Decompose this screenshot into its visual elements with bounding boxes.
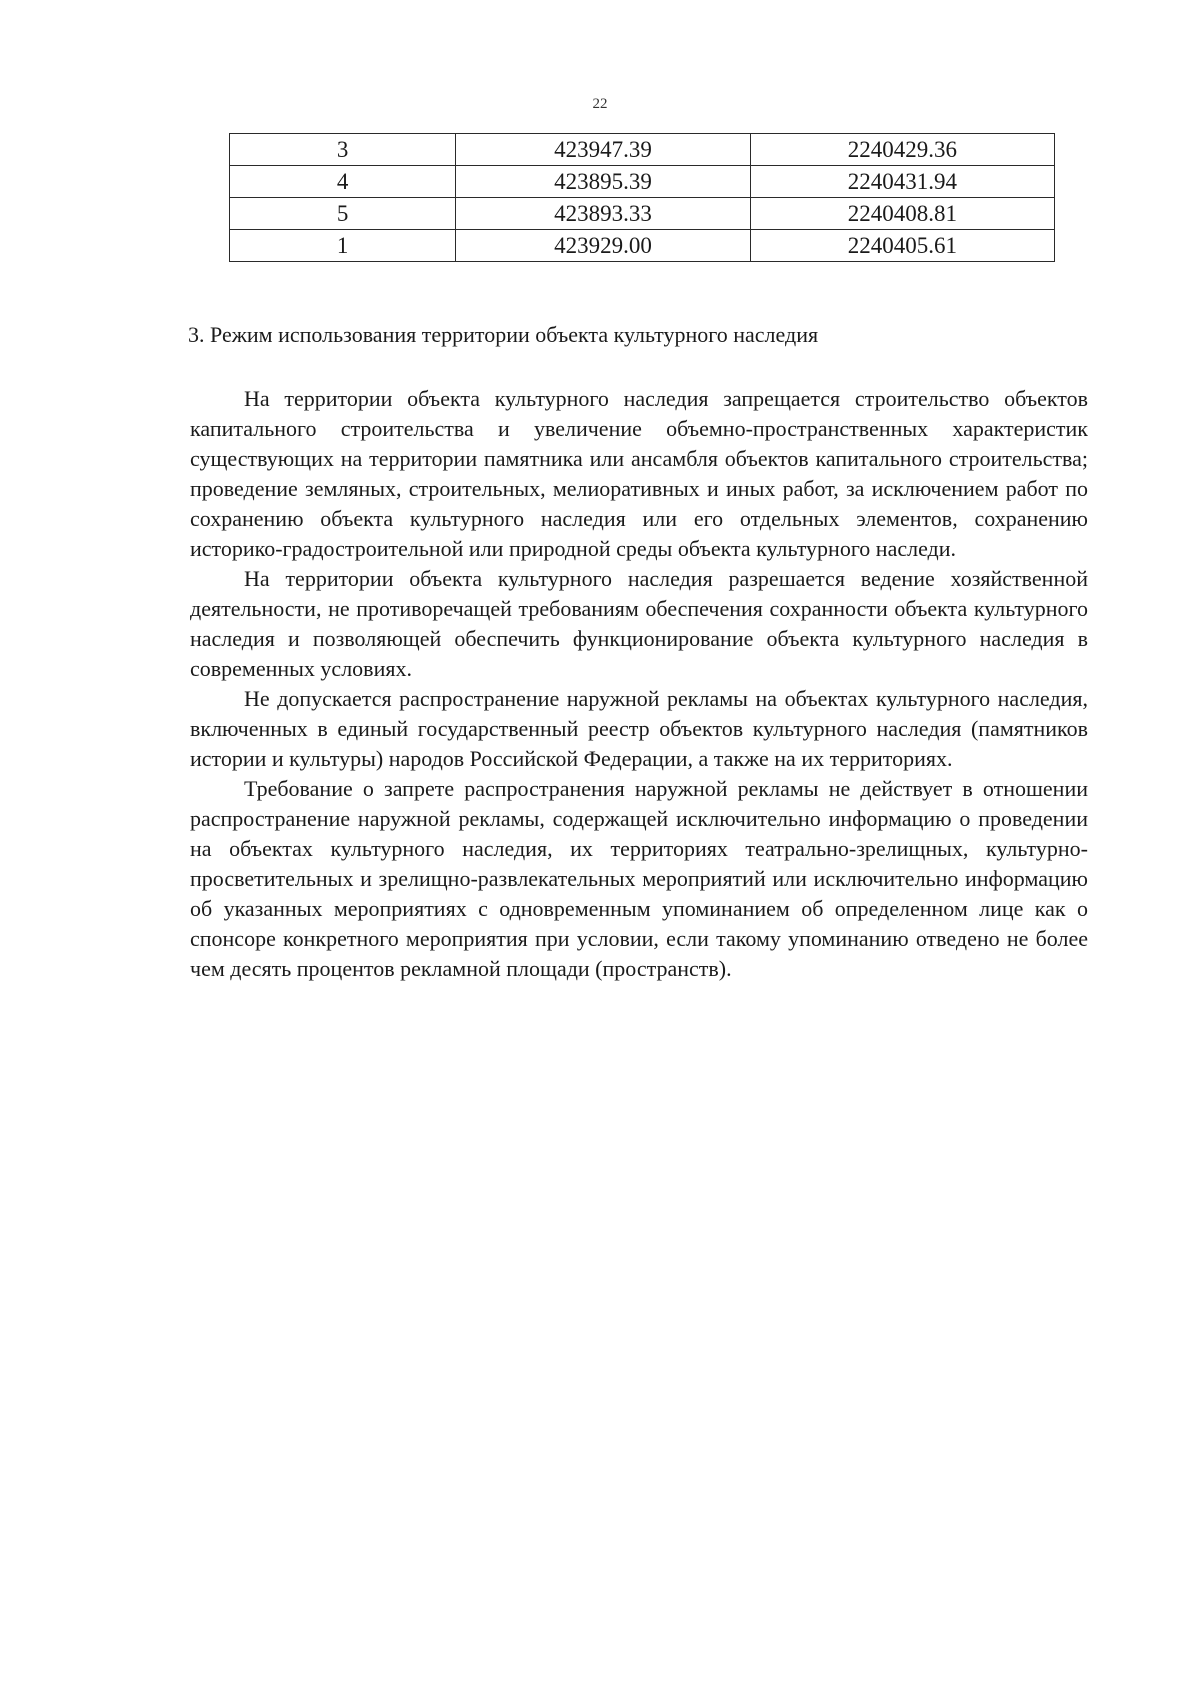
paragraph: На территории объекта культурного наследия разрешается ведение хозяйственной деятельности, не противоречащей требованиям обеспечения сохранности объекта культурного наследия и позволяющей обеспечить функционирование объекта культурного наследия в современных условиях. — [190, 566, 1088, 681]
y-coordinate-cell: 2240405.61 — [750, 230, 1054, 262]
section-body — [190, 384, 1088, 984]
coordinates-table — [229, 133, 1055, 262]
x-coordinate-cell: 423893.33 — [456, 198, 750, 230]
paragraph: Не допускается распространение наружной рекламы на объектах культурного наследия, включенных в единый государственный реестр объектов культурного наследия (памятников истории и культуры) народов Российской Федерации, а также на их территориях. — [190, 686, 1088, 771]
point-number-cell: 1 — [230, 230, 456, 262]
table-row — [230, 198, 1055, 230]
y-coordinate-cell: 2240429.36 — [750, 134, 1054, 166]
point-number-cell: 3 — [230, 134, 456, 166]
y-coordinate-cell: 2240408.81 — [750, 198, 1054, 230]
table-row — [230, 134, 1055, 166]
x-coordinate-cell: 423895.39 — [456, 166, 750, 198]
page-number: 22 — [592, 96, 608, 112]
x-coordinate-cell: 423947.39 — [456, 134, 750, 166]
point-number-cell: 4 — [230, 166, 456, 198]
table-row — [230, 166, 1055, 198]
table-row — [230, 230, 1055, 262]
point-number-cell: 5 — [230, 198, 456, 230]
section-heading: 3. Режим использования территории объекта культурного наследия — [188, 322, 819, 347]
paragraph: На территории объекта культурного наследия запрещается строительство объектов капитального строительства и увеличение объемно-пространственных характеристик существующих на территории памятника или ансамбля объектов капитального строительства; проведение земляных, строительных, мелиоративных и иных работ, за исключением работ по сохранению объекта культурного наследия или его отдельных элементов, сохранению историко-градостроительной или природной среды объекта культурного наследи. — [190, 386, 1088, 561]
paragraph: Требование о запрете распространения наружной рекламы не действует в отношении распространение наружной рекламы, содержащей исключительно информацию о проведении на объектах культурного наследия, их территориях театрально-зрелищных, культурно-просветительных и зрелищно-развлекательных мероприятий или исключительно информацию об указанных мероприятиях с одновременным упоминанием об определенном лице как о спонсоре конкретного мероприятия при условии, если такому упоминанию отведено не более чем десять процентов рекламной площади (пространств). — [190, 776, 1088, 981]
x-coordinate-cell: 423929.00 — [456, 230, 750, 262]
y-coordinate-cell: 2240431.94 — [750, 166, 1054, 198]
